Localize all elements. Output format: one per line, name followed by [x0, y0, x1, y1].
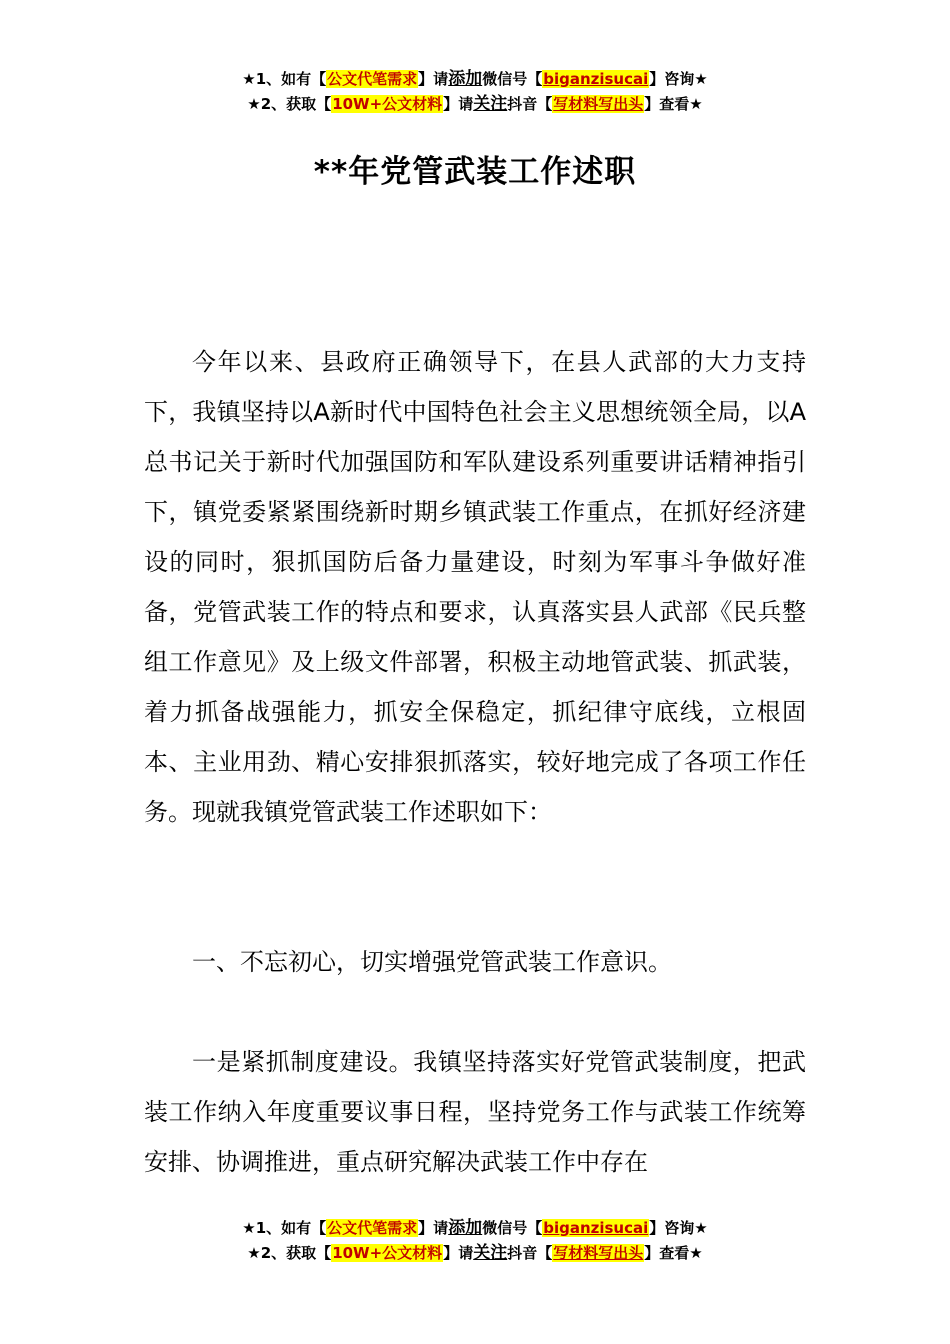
- banner-emphasis: 添加: [448, 69, 483, 89]
- banner-emphasis: 关注: [473, 94, 508, 114]
- banner-text: 抖音【: [507, 1244, 553, 1262]
- banner-text: ★1、如有【: [242, 1219, 327, 1237]
- header-banner: [0, 67, 950, 117]
- banner-line-2: [0, 1241, 950, 1266]
- paragraph-text: [144, 337, 806, 837]
- banner-text: 】请: [418, 1219, 449, 1237]
- banner-highlight: 写材料写出头: [553, 1244, 644, 1262]
- banner-text: 】请: [443, 1244, 474, 1262]
- banner-highlight: 10W+公文材料: [332, 1244, 443, 1262]
- banner-highlight: 10W+公文材料: [332, 95, 443, 113]
- banner-text: ★1、如有【: [242, 70, 327, 88]
- banner-emphasis: 添加: [448, 1218, 483, 1238]
- banner-text: 微信号【: [482, 1219, 543, 1237]
- banner-text: 微信号【: [482, 70, 543, 88]
- banner-text: 】查看★: [644, 1244, 703, 1262]
- section-heading-1: [144, 937, 806, 987]
- banner-line-2: [0, 92, 950, 117]
- paragraph-1: [144, 337, 806, 837]
- banner-text: ★2、获取【: [247, 1244, 332, 1262]
- banner-line-1: [0, 1216, 950, 1241]
- banner-highlight: 公文代笔需求: [327, 70, 418, 88]
- heading-text: 一、不忘初心，切实增强党管武装工作意识。: [192, 948, 672, 976]
- text-line: 点，在抓好经济建设的同时，狠抓国防后备力量建设，时: [144, 498, 807, 576]
- paragraph-2: [144, 1037, 806, 1187]
- footer-banner: [0, 1216, 950, 1266]
- banner-text: 】查看★: [644, 95, 703, 113]
- paragraph-text: [144, 1037, 806, 1187]
- text-line: 刻为军事斗争做好准备，党管武装工作的特点和要求，认: [144, 548, 807, 626]
- banner-highlight: biganzisucai: [543, 70, 649, 88]
- text-line: 一是紧抓制度建设。我镇坚持落实好党管武装制度，: [192, 1048, 758, 1076]
- banner-highlight: 公文代笔需求: [327, 1219, 418, 1237]
- text-line: 持下，我镇坚持以A新时代中国特色社会主义思想统领全: [144, 348, 806, 426]
- banner-text: 】请: [443, 95, 474, 113]
- text-line: 积极主动地管武装、抓武装，着力抓备战强能力，抓安全: [144, 648, 807, 726]
- text-line: 把武装工作纳入年度重要议事日程，坚持党务工作与武装: [144, 1048, 807, 1126]
- text-line: 工作统筹安排、协调推进，重点研究解决武装工作中存在: [144, 1098, 807, 1176]
- banner-text: 抖音【: [507, 95, 553, 113]
- banner-text: 】请: [418, 70, 449, 88]
- text-line: 装工作述职如下：: [360, 798, 552, 826]
- banner-highlight: 写材料写出头: [553, 95, 644, 113]
- document-title: **年党管武装工作述职: [313, 154, 637, 190]
- banner-emphasis: 关注: [473, 1243, 508, 1263]
- text-line: 今年以来、县政府正确领导下，在县人武部的大力支: [192, 348, 782, 376]
- banner-text: ★2、获取【: [247, 95, 332, 113]
- text-line: 局，以A总书记关于新时代加强国防和军队建设系列重要: [144, 398, 806, 476]
- text-line: 讲话精神指引下，镇党委紧紧围绕新时期乡镇武装工作重: [144, 448, 807, 526]
- banner-text: 】咨询★: [649, 70, 708, 88]
- text-line: 保稳定，抓纪律守底线，立根固本、主业用劲、精心安排: [144, 698, 807, 776]
- banner-line-1: [0, 67, 950, 92]
- banner-text: 】咨询★: [649, 1219, 708, 1237]
- text-line: 真落实县人武部《民兵整组工作意见》及上级文件部署，: [144, 598, 807, 676]
- banner-highlight: biganzisucai: [543, 1219, 649, 1237]
- text-line: 狠抓落实，较好地完成了各项工作任务。现就我镇党管武: [144, 748, 807, 826]
